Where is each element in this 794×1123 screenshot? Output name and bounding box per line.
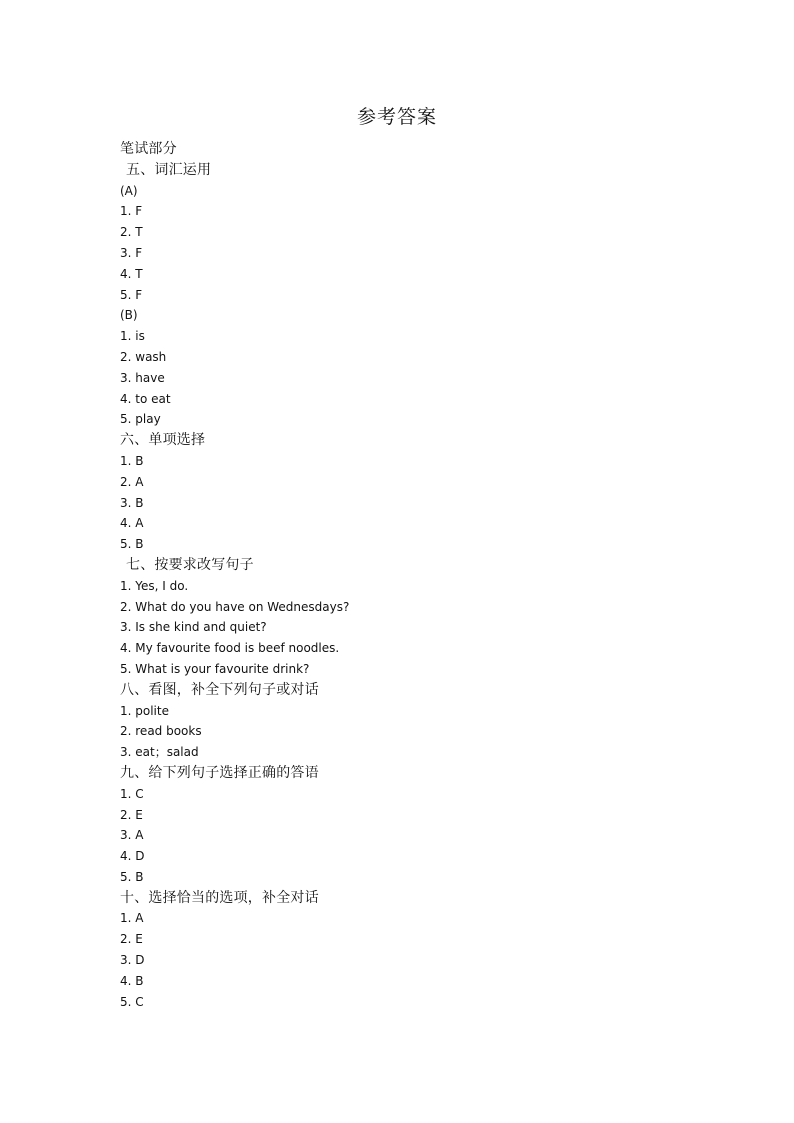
answer-line: 2. E [120,932,143,947]
answer-line: 3. F [120,245,143,260]
section-heading: 八、看图，补全下列句子或对话 [120,681,319,698]
answer-line: 1. B [120,453,144,468]
part-label: 笔试部分 [120,141,177,157]
answer-line: 5. B [120,537,144,552]
answer-line: 4. B [120,973,144,988]
answer-line: 2. What do you have on Wednesdays? [120,599,350,614]
answer-line: 2. read books [120,724,202,739]
answer-line: 4. D [120,849,145,864]
answer-line: 5. F [120,287,143,302]
answer-line: 4. My favourite food is beef noodles. [120,641,340,656]
answer-content [120,139,720,1012]
answer-line: 4. to eat [120,391,171,406]
answer-line: 3. Is she kind and quiet? [120,620,267,635]
subsection-label: (B) [120,308,138,323]
section-heading: 十、选择恰当的选项，补全对话 [120,889,319,906]
answer-line: 1. is [120,329,145,344]
answer-line: 4. A [120,516,144,531]
answer-line: 1. polite [120,703,169,718]
section-heading: 五、词汇运用 [126,161,212,178]
answer-line: 2. E [120,807,143,822]
answer-line: 2. T [120,225,143,240]
answer-line: 5. B [120,869,144,884]
answer-line: 1. C [120,786,144,801]
answer-line: 3. eat；salad [120,745,199,760]
subsection-label: (A) [120,183,138,198]
answer-line: 3. B [120,495,144,510]
answer-line: 5. play [120,412,161,427]
answer-line: 2. wash [120,349,167,364]
answer-line: 3. have [120,370,165,385]
section-heading: 六、单项选择 [120,432,206,449]
answer-line: 2. A [120,474,144,489]
page-title: 参考答案 [356,106,437,128]
answer-line: 1. Yes, I do. [120,578,189,593]
answer-line: 5. C [120,994,144,1009]
answer-line: 1. F [120,204,143,219]
answer-line: 5. What is your favourite drink? [120,661,310,676]
answer-line: 1. A [120,911,144,926]
answer-line: 4. T [120,266,143,281]
section-heading: 七、按要求改写句子 [126,556,254,573]
section-heading: 九、给下列句子选择正确的答语 [120,764,319,781]
answer-line: 3. D [120,953,145,968]
answer-line: 3. A [120,828,144,843]
answer-list [120,160,720,1013]
